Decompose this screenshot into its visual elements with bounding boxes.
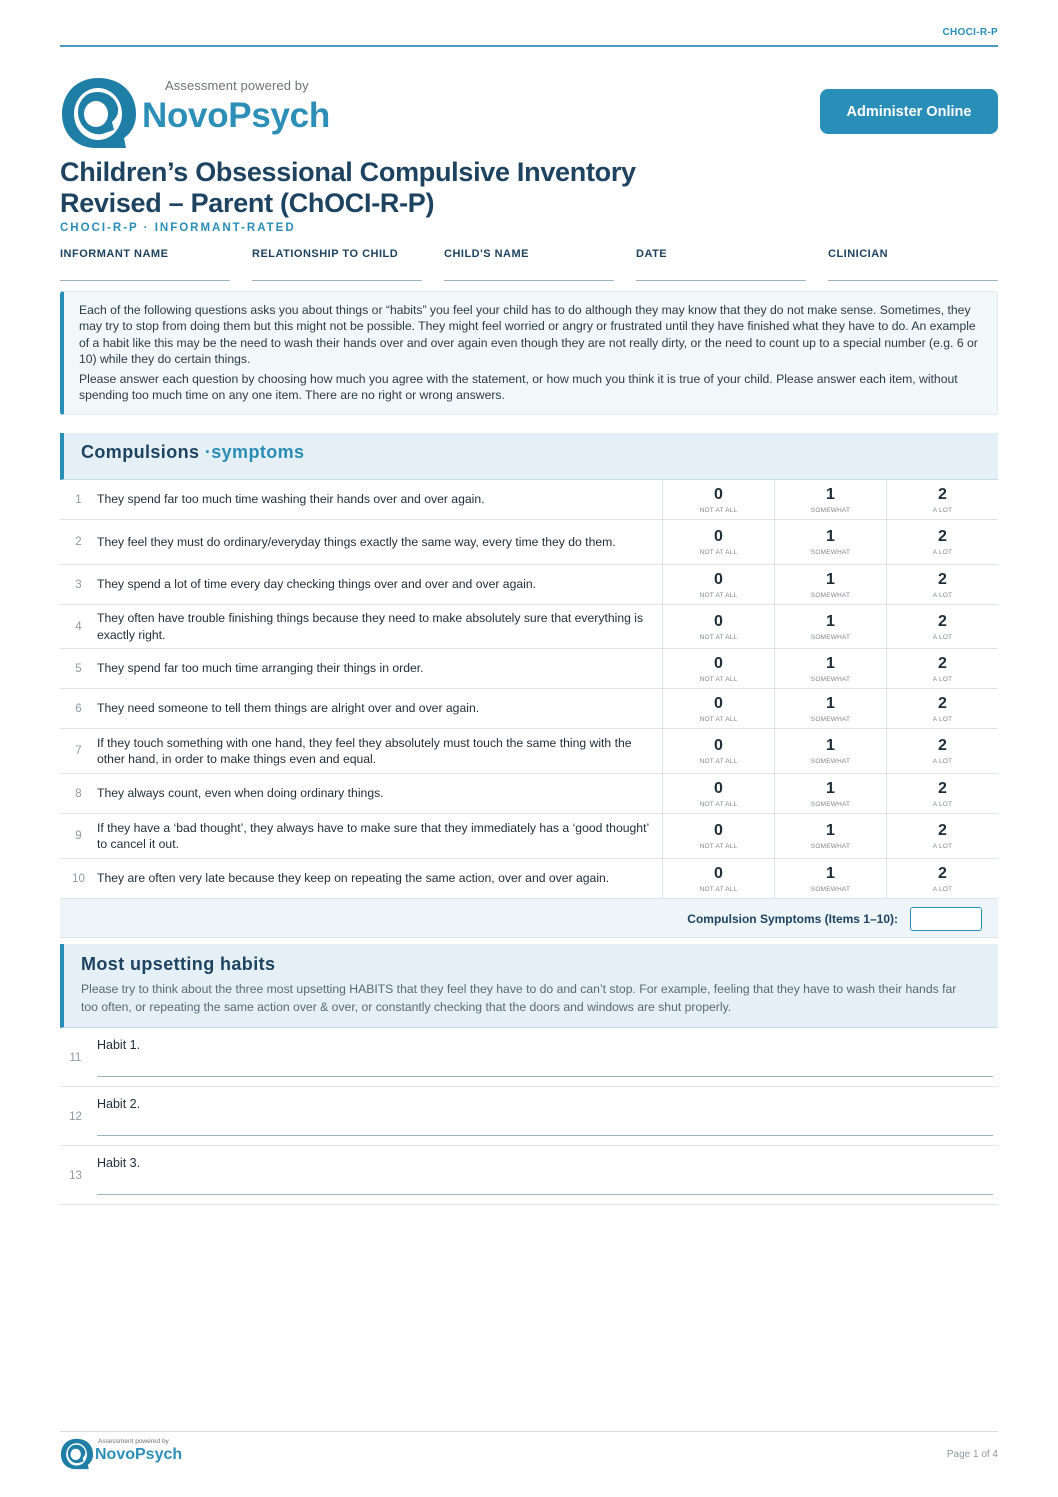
field-input-line[interactable] [252, 268, 422, 281]
habit-list [60, 1028, 998, 1205]
option-label: SOMEWHAT [810, 549, 851, 556]
question-number: 3 [75, 578, 82, 591]
option-label: A LOT [932, 843, 953, 850]
option-label: NOT AT ALL [699, 633, 738, 641]
habit-label: Habit 2. [97, 1097, 141, 1111]
response-option[interactable] [886, 565, 998, 604]
option-label: SOMEWHAT [810, 715, 851, 723]
response-option[interactable] [662, 859, 774, 898]
habit-number: 13 [69, 1170, 82, 1182]
section-title [81, 442, 981, 463]
question-number: 10 [72, 872, 85, 885]
option-value: 1 [826, 822, 835, 839]
logo-brand-text: NovoPsych [142, 96, 330, 135]
question-row [60, 565, 998, 605]
question-number: 6 [75, 702, 82, 715]
field-label: DATE [636, 248, 668, 260]
question-text: They often have trouble finishing things because they need to make absolutely sure that everything is exactly right. [97, 611, 644, 642]
option-label: NOT AT ALL [699, 758, 738, 765]
habit-answer-line[interactable] [97, 1076, 993, 1077]
option-value: 2 [938, 612, 947, 630]
field-label: CLINICIAN [828, 248, 889, 260]
habit-row [60, 1087, 998, 1146]
top-divider [60, 45, 998, 47]
compulsions-section-header [60, 433, 998, 480]
head-profile-icon [60, 74, 138, 150]
field-label: RELATIONSHIP TO CHILD [252, 248, 399, 260]
field-label: CHILD'S NAME [444, 248, 530, 260]
option-value: 1 [826, 570, 835, 588]
option-value: 0 [714, 694, 723, 712]
response-option[interactable] [662, 605, 774, 648]
option-value: 0 [714, 612, 723, 630]
question-number: 7 [75, 745, 82, 757]
question-row [60, 859, 998, 899]
question-text: They feel they must do ordinary/everyday things exactly the same way, every time they do them. [97, 534, 616, 549]
option-value: 0 [714, 528, 723, 545]
logo-powered-text: Assessment powered by [165, 78, 309, 93]
option-value: 2 [938, 654, 947, 672]
question-row [60, 649, 998, 689]
question-row [60, 774, 998, 814]
response-option[interactable] [662, 565, 774, 604]
administer-online-button[interactable]: Administer Online [820, 89, 998, 134]
field-input-line[interactable] [444, 268, 614, 281]
question-text: They spend far too much time washing their hands over and over again. [97, 492, 485, 507]
option-value: 2 [938, 822, 947, 839]
option-value: 2 [938, 694, 947, 712]
option-value: 2 [938, 528, 947, 545]
question-number: 2 [75, 536, 82, 548]
footer-powered-text: Assessment powered by [98, 1438, 169, 1445]
response-option[interactable] [886, 814, 998, 858]
question-text: If they touch something with one hand, they feel they absolutely must touch the same thing with the other hand, in order to make things even and equal. [97, 735, 632, 766]
instructions-paragraph-2: Please answer each question by choosing how much you agree with the statement, or how much you think it is true of your child. Please answer each item, without spending too much time on any one item. There are no right or wrong answers. [79, 372, 958, 403]
response-option[interactable] [774, 774, 886, 813]
total-score-input[interactable] [910, 907, 982, 931]
relationship-field[interactable] [252, 248, 422, 281]
option-label: SOMEWHAT [810, 800, 851, 808]
option-label: NOT AT ALL [699, 591, 738, 599]
option-value: 1 [826, 694, 835, 712]
option-label: A LOT [932, 885, 953, 893]
question-row [60, 729, 998, 774]
option-label: A LOT [932, 675, 953, 683]
question-row [60, 480, 998, 520]
head-profile-icon [60, 1437, 94, 1470]
question-text: They need someone to tell them things are alright over and over again. [97, 701, 480, 716]
option-value: 2 [938, 779, 947, 797]
option-label: A LOT [932, 715, 953, 723]
option-label: SOMEWHAT [810, 506, 851, 514]
option-label: SOMEWHAT [810, 885, 851, 893]
habit-label: Habit 3. [97, 1156, 141, 1170]
response-option[interactable] [774, 480, 886, 519]
option-label: NOT AT ALL [699, 843, 738, 850]
option-value: 0 [714, 779, 723, 797]
question-number: 9 [75, 830, 82, 842]
question-number: 8 [75, 787, 82, 800]
habit-row [60, 1028, 998, 1087]
option-value: 2 [938, 570, 947, 588]
total-score-row [60, 899, 998, 938]
field-label: INFORMANT NAME [60, 248, 169, 260]
habit-number: 11 [69, 1052, 82, 1064]
option-value: 0 [714, 822, 723, 839]
field-input-line[interactable] [60, 268, 230, 281]
question-text: If they have a ‘bad thought’, they always have to make sure that they immediately has a ‘good thought’ to cancel it out. [97, 820, 649, 851]
option-value: 0 [714, 654, 723, 672]
response-option[interactable] [774, 520, 886, 564]
question-text: They spend far too much time arranging their things in order. [97, 661, 424, 676]
response-option[interactable] [662, 729, 774, 773]
option-value: 2 [938, 864, 947, 882]
response-option[interactable] [886, 859, 998, 898]
response-option[interactable] [886, 605, 998, 648]
info-fields [60, 248, 998, 281]
response-option[interactable] [886, 729, 998, 773]
question-list [60, 480, 998, 899]
question-number: 4 [75, 620, 82, 633]
option-label: NOT AT ALL [699, 549, 738, 556]
option-label: A LOT [932, 758, 953, 765]
habits-section-header [60, 944, 998, 1028]
option-label: A LOT [932, 549, 953, 556]
option-value: 1 [826, 737, 835, 754]
page-title [60, 157, 700, 219]
response-option[interactable] [774, 859, 886, 898]
form-code: CHOCI-R-P [942, 27, 998, 38]
option-value: 1 [826, 528, 835, 545]
option-label: SOMEWHAT [810, 591, 851, 599]
option-label: SOMEWHAT [810, 758, 851, 765]
section-title-separator: · [204, 442, 212, 462]
field-input-line[interactable] [828, 268, 998, 281]
page [60, 0, 998, 1497]
question-row [60, 605, 998, 649]
option-value: 0 [714, 570, 723, 588]
title-line-2: Revised – Parent (ChOCI-R-P) [60, 188, 435, 218]
response-option[interactable] [662, 689, 774, 728]
title-line-1: Children’s Obsessional Compulsive Inventory [60, 157, 636, 187]
question-number: 5 [75, 662, 82, 675]
response-option[interactable] [886, 649, 998, 688]
footer-brand-text: NovoPsych [95, 1446, 183, 1463]
instructions-panel [60, 291, 998, 415]
instructions-paragraph-1: Each of the following questions asks you about things or “habits” you feel your child has to do although they may know that they do not make sense. Sometimes, they may try to stop from doing them but this might not be possible. They might feel worried or angry or frustrated until they have finished what they have to do. An example of a habit like this may be the need to wash their hands over and over again even though they are not really dirty, or the need to count up to a special number (e.g. 6 or 10) while they do certain things. [79, 303, 978, 366]
question-text: They spend a lot of time every day checking things over and over and over again. [97, 577, 537, 592]
option-label: A LOT [932, 591, 953, 599]
response-option[interactable] [774, 689, 886, 728]
response-option[interactable] [662, 520, 774, 564]
response-option[interactable] [662, 649, 774, 688]
response-option[interactable] [774, 814, 886, 858]
section-description: Please try to think about the three most upsetting HABITS that they feel they have to do and can’t stop. For example, feeling that they have to wash their hands far too often, or repeating the same action over & over, or constantly checking that the doors and windows are shut properly. [81, 982, 957, 1014]
response-option[interactable] [886, 774, 998, 813]
date-field[interactable] [636, 248, 806, 281]
option-label: NOT AT ALL [699, 885, 738, 893]
option-value: 1 [826, 612, 835, 630]
clinician-field[interactable] [828, 248, 998, 281]
question-row [60, 689, 998, 729]
question-text: They are often very late because they keep on repeating the same action, over and over again. [97, 871, 610, 886]
option-label: A LOT [932, 506, 953, 514]
field-input-line[interactable] [636, 268, 806, 281]
page-subtitle: CHOCI-R-P · INFORMANT-RATED [60, 222, 296, 234]
option-value: 0 [714, 737, 723, 754]
option-label: NOT AT ALL [699, 675, 738, 683]
response-option[interactable] [774, 605, 886, 648]
habit-number: 12 [69, 1111, 82, 1123]
option-label: SOMEWHAT [810, 843, 851, 850]
habit-row [60, 1146, 998, 1205]
response-option[interactable] [774, 729, 886, 773]
option-label: SOMEWHAT [810, 633, 851, 641]
footer-divider [60, 1431, 998, 1432]
option-label: NOT AT ALL [699, 715, 738, 723]
option-label: SOMEWHAT [810, 675, 851, 683]
habit-answer-line[interactable] [97, 1194, 993, 1195]
option-value: 1 [826, 779, 835, 797]
question-row [60, 520, 998, 565]
option-value: 0 [714, 864, 723, 882]
informant-name-field[interactable] [60, 248, 230, 281]
response-option[interactable] [774, 649, 886, 688]
section-title: Most upsetting habits [81, 954, 276, 974]
response-option[interactable] [662, 480, 774, 519]
response-option[interactable] [886, 480, 998, 519]
habit-answer-line[interactable] [97, 1135, 993, 1136]
response-option[interactable] [886, 520, 998, 564]
question-text: They always count, even when doing ordinary things. [97, 786, 384, 801]
section-title-main: Compulsions [81, 442, 200, 462]
option-value: 1 [826, 485, 835, 503]
novopsych-logo [60, 74, 350, 150]
option-label: NOT AT ALL [699, 800, 738, 808]
response-option[interactable] [774, 565, 886, 604]
habit-label: Habit 1. [97, 1038, 141, 1052]
section-title-accent: symptoms [211, 442, 305, 462]
question-number: 1 [75, 493, 82, 506]
question-row [60, 814, 998, 859]
total-score-label: Compulsion Symptoms (Items 1–10): [687, 912, 898, 926]
option-value: 2 [938, 485, 947, 503]
option-label: A LOT [932, 633, 953, 641]
child-name-field[interactable] [444, 248, 614, 281]
option-value: 1 [826, 654, 835, 672]
option-value: 0 [714, 485, 723, 503]
option-label: A LOT [932, 800, 953, 808]
option-value: 1 [826, 864, 835, 882]
response-option[interactable] [886, 689, 998, 728]
response-option[interactable] [662, 774, 774, 813]
page-number: Page 1 of 4 [946, 1449, 998, 1460]
response-option[interactable] [662, 814, 774, 858]
footer-logo [60, 1437, 185, 1471]
option-label: NOT AT ALL [699, 506, 738, 514]
option-value: 2 [938, 737, 947, 754]
